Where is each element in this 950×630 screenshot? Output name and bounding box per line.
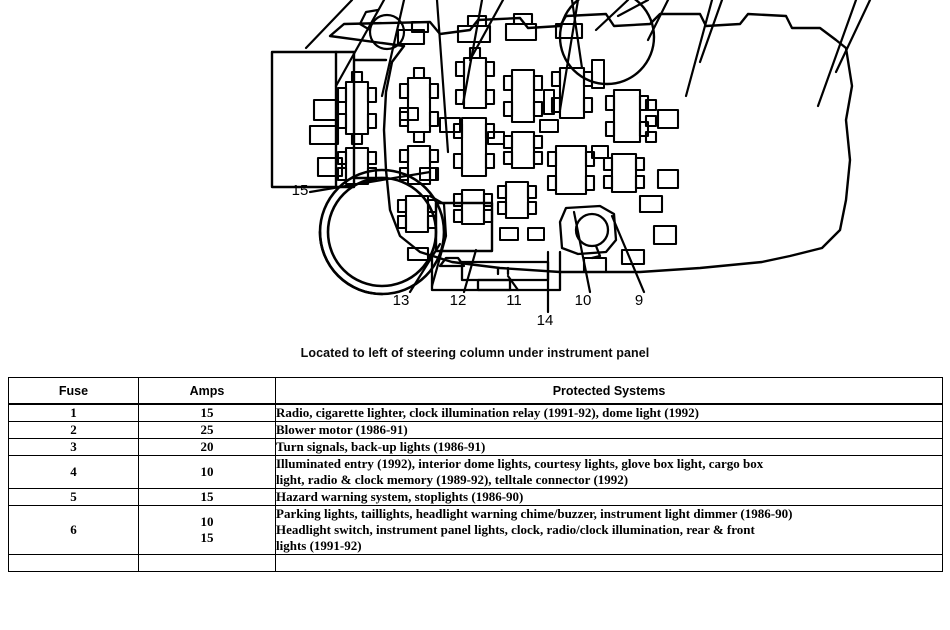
cell-protected-systems	[276, 439, 943, 456]
cell-fuse-number: 4	[9, 456, 139, 489]
fuse-table-container	[8, 377, 942, 572]
table-row-partial	[9, 555, 943, 572]
cell-clipped	[139, 555, 276, 572]
cell-protected-systems	[276, 506, 943, 555]
cell-amp-rating	[139, 439, 276, 456]
cell-protected-systems	[276, 456, 943, 489]
cell-amp-rating	[139, 422, 276, 439]
cell-protected-systems	[276, 404, 943, 422]
cell-protected-systems	[276, 489, 943, 506]
cell-fuse-number: 1	[9, 404, 139, 422]
amp-value: 20	[200, 439, 214, 454]
table-row	[9, 506, 943, 555]
protected-systems-line: Blower motor (1986-91)	[276, 422, 408, 437]
table-row	[9, 404, 943, 422]
diagram-caption: Located to left of steering column under instrument panel	[300, 346, 650, 360]
amp-value: 15	[200, 530, 214, 545]
table-row	[9, 439, 943, 456]
column-header-fuse: Fuse	[9, 378, 139, 405]
cell-clipped	[276, 555, 943, 572]
protected-systems-line: Headlight switch, instrument panel lights, clock, radio/clock illumination, rear & front	[276, 522, 755, 537]
callout-11: 11	[506, 292, 522, 309]
amp-value: 15	[200, 405, 214, 420]
cell-protected-systems	[276, 422, 943, 439]
protected-systems-line: lights (1991-92)	[276, 538, 362, 553]
cell-fuse-number: 2	[9, 422, 139, 439]
protected-systems-line: Turn signals, back-up lights (1986-91)	[276, 439, 486, 454]
callout-15: 15	[291, 182, 309, 199]
protected-systems-line: Hazard warning system, stoplights (1986-90)	[276, 489, 524, 504]
fuse-table	[8, 377, 943, 572]
cell-amp-rating	[139, 506, 276, 555]
callout-14: 14	[536, 312, 554, 329]
callout-10: 10	[574, 292, 592, 309]
table-row	[9, 489, 943, 506]
amp-value: 10	[200, 464, 214, 479]
cell-fuse-number: 6	[9, 506, 139, 555]
callout-9: 9	[634, 292, 644, 309]
column-header-protected-systems: Protected Systems	[276, 378, 943, 405]
column-header-amps: Amps	[139, 378, 276, 405]
protected-systems-line: Illuminated entry (1992), interior dome lights, courtesy lights, glove box light, cargo box	[276, 456, 764, 471]
amp-value: 25	[200, 422, 214, 437]
cell-amp-rating	[139, 404, 276, 422]
table-row	[9, 422, 943, 439]
cell-amp-rating	[139, 489, 276, 506]
callout-13: 13	[392, 292, 410, 309]
cell-clipped	[9, 555, 139, 572]
amp-value: 15	[200, 489, 214, 504]
protected-systems-line: light, radio & clock memory (1989-92), telltale connector (1992)	[276, 472, 629, 487]
protected-systems-line: Parking lights, taillights, headlight warning chime/buzzer, instrument light dimmer (1986-90)	[276, 506, 793, 521]
protected-systems-line: Radio, cigarette lighter, clock illumination relay (1991-92), dome light (1992)	[276, 405, 699, 420]
cell-fuse-number: 5	[9, 489, 139, 506]
callout-12: 12	[449, 292, 467, 309]
cell-amp-rating	[139, 456, 276, 489]
table-row	[9, 456, 943, 489]
cell-fuse-number: 3	[9, 439, 139, 456]
amp-value: 10	[200, 514, 214, 529]
table-header-row	[9, 378, 943, 405]
